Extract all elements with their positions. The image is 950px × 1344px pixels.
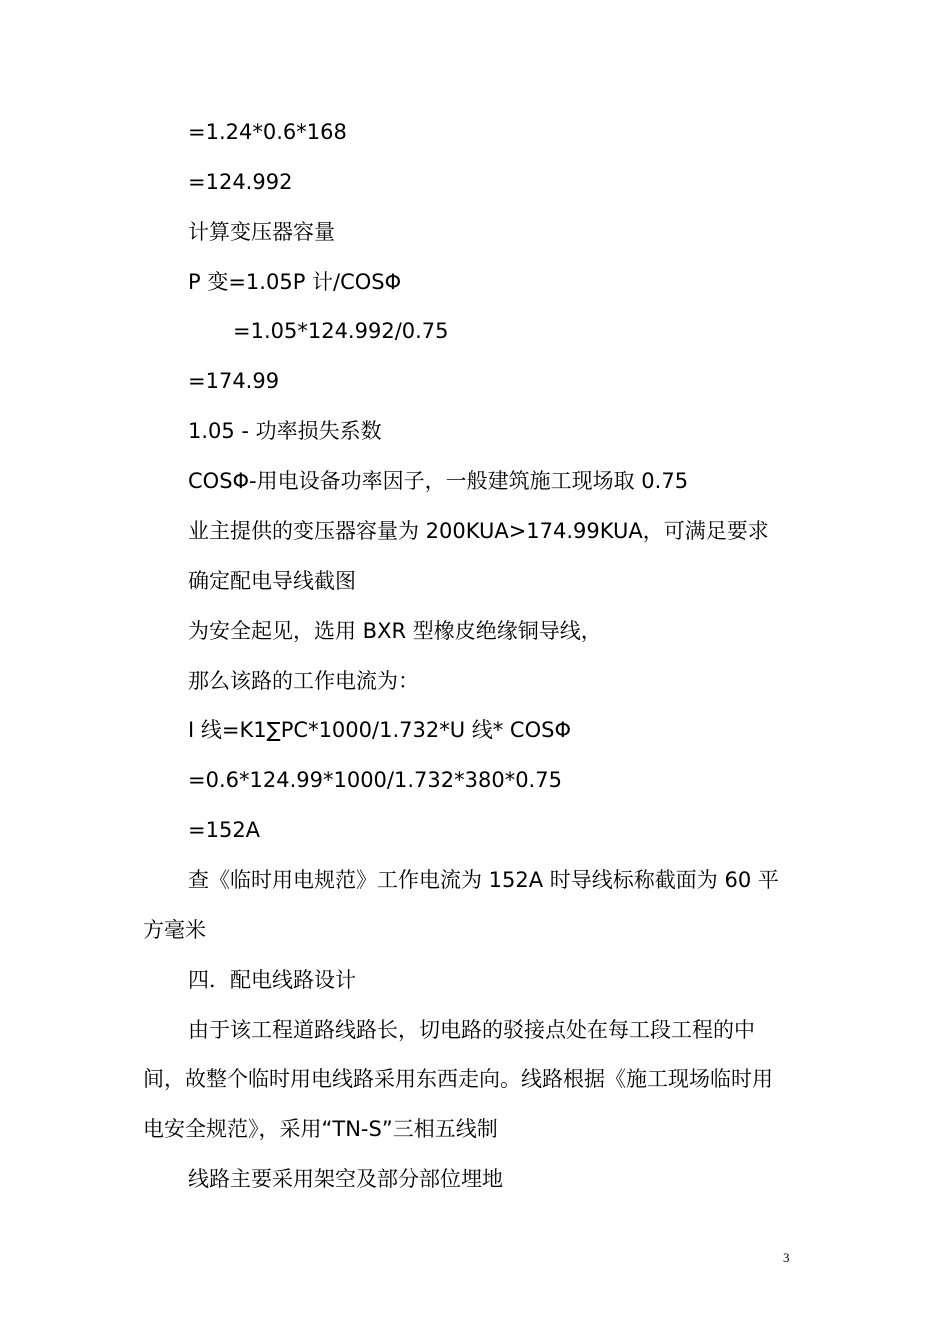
page-number: 3 (783, 1250, 790, 1265)
formula-line: =1.05*124.992/0.75 (233, 319, 449, 343)
text-line: 为安全起见，选用 BXR 型橡皮绝缘铜导线， (188, 619, 602, 643)
text-line: 1.05 - 功率损失系数 (188, 419, 382, 443)
text-line: 电安全规范》，采用“TN-S”三相五线制 (143, 1117, 498, 1141)
formula-line: =174.99 (188, 369, 280, 393)
text-line: 方毫米 (143, 918, 206, 942)
section-heading: 四．配电线路设计 (188, 968, 356, 992)
formula-line: =152A (188, 818, 261, 842)
text-line: 确定配电导线截图 (188, 569, 356, 593)
text-line: 间，故整个临时用电线路采用东西走向。线路根据《施工现场临时用 (143, 1067, 773, 1091)
text-line: COSΦ-用电设备功率因子，一般建筑施工现场取 0.75 (188, 469, 689, 493)
text-line: 由于该工程道路线路长，切电路的驳接点处在每工段工程的中 (188, 1018, 755, 1042)
formula-line: =1.24*0.6*168 (188, 120, 347, 144)
text-line: 计算变压器容量 (188, 220, 335, 244)
text-line: 线路主要采用架空及部分部位埋地 (188, 1167, 503, 1191)
formula-line: P 变=1.05P 计/COSΦ (188, 270, 402, 294)
text-line: 查《临时用电规范》工作电流为 152A 时导线标称截面为 60 平 (188, 868, 779, 892)
formula-line: =124.992 (188, 170, 293, 194)
formula-line: I 线=K1∑PC*1000/1.732*U 线* COSΦ (188, 718, 571, 742)
text-line: 那么该路的工作电流为： (188, 669, 419, 693)
text-line: 业主提供的变压器容量为 200KUA>174.99KUA，可满足要求 (188, 519, 769, 543)
formula-line: =0.6*124.99*1000/1.732*380*0.75 (188, 768, 562, 792)
